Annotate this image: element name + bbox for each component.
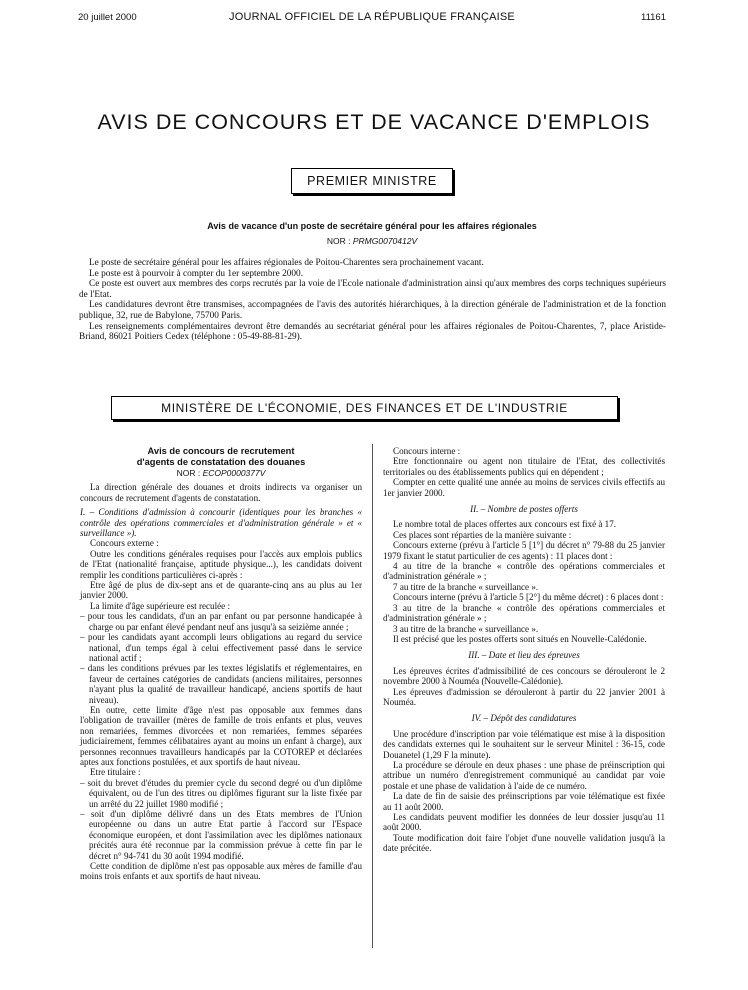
list-item: – soit du brevet d'études du premier cycle du second degré ou d'un diplôme équivalent, ou de l'un des titres ou diplômes figurant sur la liste fixée par un arrêté du 22 juillet 1980 modifié ; — [80, 777, 362, 809]
nor-code: ECOP0000377V — [202, 468, 266, 478]
paragraph: Compter en cette qualité une année au moins de services civils effectifs au 1er janvier 2000. — [383, 477, 665, 498]
paragraph: Ces places sont réparties de la manière suivante : — [393, 529, 572, 540]
paragraph: Le nombre total de places offertes aux concours est fixé à 17. — [393, 519, 617, 530]
paragraph: Les renseignements complémentaires devront être demandés au secrétariat général pour les affaires régionales de Poitou-Charentes, 7, place Aristide-Briand, 86021 Poitiers Cedex (téléphone : 05-49-88-81-29). — [79, 321, 666, 343]
paragraph: Toute modification doit faire l'objet d'une nouvelle validation jusqu'à la date précitée. — [383, 832, 665, 854]
nor-label: NOR : — [176, 468, 201, 478]
section-heading: III. – Date et lieu des épreuves — [468, 650, 580, 661]
paragraph: Etre fonctionnaire ou agent non titulaire de l'Etat, des collectivités territoriales ou des établissements publics qui en dépendent ; — [383, 456, 665, 477]
paragraph: Une procédure d'inscription par voie télématique est mise à la disposition des candidats externes qui le souhaitent sur le serveur Minitel : 36-15, code Douanetel (1,29 F la minute). — [383, 728, 665, 760]
paragraph: Les candidatures devront être transmises, accompagnées de l'avis des autorités hiérarchiques, à la direction générale de l'administration et de la fonction publique, 32, rue de Babylone, 75700 Paris. — [79, 300, 666, 321]
list-item: – soit d'un diplôme délivré dans un des Etats membres de l'Union européenne ou dans un autre Etat partie à l'accord sur l'Espace économique européen, et dont l'assimilation avec les diplômes nationaux précités aura été reconnue par la commission prévue à cette fin par le décret n° 94-741 du 30 août 1994 modifié. — [80, 809, 362, 861]
paragraph: Etre âgé de plus de dix-sept ans et de quarante-cinq ans au plus au 1er janvier 2000. — [80, 580, 362, 601]
concours-heading: Avis de concours de recrutement — [147, 446, 295, 456]
paragraph: La date de fin de saisie des préinscriptions par voie télématique est fixée au 11 août 2000. — [383, 791, 665, 812]
paragraph: Outre les conditions générales requises pour l'accès aux emplois publics de l'Etat (nationalité française, aptitude physique...), les candidats doivent remplir les conditions particulières ci-après : — [80, 548, 362, 580]
nor-label: NOR : — [326, 236, 351, 246]
nor-code: PRMG0070412V — [352, 236, 418, 246]
left-column — [80, 446, 362, 882]
paragraph: Ce poste est ouvert aux membres des corps recrutés par la voie de l'Ecole nationale d'administration ainsi qu'aux membres des corps techniques supérieurs de l'Etat. — [79, 279, 666, 300]
paragraph: La direction générale des douanes et droits indirects va organiser un concours de recrutement d'agents de constatation. — [80, 482, 362, 503]
section-heading: II. – Nombre de postes offerts — [470, 504, 578, 515]
paragraph: Le poste de secrétaire général pour les affaires régionales de Poitou-Charentes sera prochainement vacant. — [89, 258, 484, 268]
section-heading: I. – Conditions d'admission à concourir (identiques pour les branches « contrôle des opérations commerciales et d'administration générale » et « surveillance »). — [80, 507, 362, 539]
vacance-nor — [78, 236, 666, 246]
list-item: – pour tous les candidats, d'un an par enfant ou par personne handicapée à charge ou par enfant élevé pendant neuf ans jusqu'à sa seizième année ; — [80, 611, 362, 632]
paragraph: 3 au titre de la branche « contrôle des opérations commerciales et d'administration générale » ; — [383, 602, 665, 624]
premier-ministre-box: PREMIER MINISTRE — [291, 168, 453, 194]
ministere-box: MINISTÈRE DE L'ÉCONOMIE, DES FINANCES ET DE L'INDUSTRIE — [111, 396, 618, 420]
section-heading: IV. – Dépôt des candidatures — [471, 713, 577, 724]
vacance-body — [79, 258, 666, 343]
paragraph: Le poste est à pourvoir à compter du 1er septembre 2000. — [89, 268, 304, 279]
paragraph: 3 au titre de la branche « surveillance ». — [393, 623, 539, 634]
page-header — [78, 10, 666, 26]
paragraph: Concours interne : — [393, 446, 461, 456]
column-divider — [372, 444, 373, 948]
vacance-heading: Avis de vacance d'un poste de secrétaire général pour les affaires régionales — [207, 221, 537, 231]
paragraph: Concours externe (prévu à l'article 5 [1°] du décret n° 79-88 du 25 janvier 1979 fixant le statut particulier de ces agents) : 11 places dont : — [383, 540, 665, 561]
main-title: AVIS DE CONCOURS ET DE VACANCE D'EMPLOIS — [97, 110, 651, 134]
paragraph: En outre, cette limite d'âge n'est pas opposable aux femmes dans l'obligation de travailler (mères de famille de trois enfants et plus, veuves non remariées, femmes divorcées et non remariées, femmes séparées judiciairement, femmes célibataires ayant au moins un enfant à charge), aux personnes reconnues travailleurs handicapés par la COTOREP et déclarées aptes aux fonctions postulées, et aux sportifs de haut niveau. — [80, 704, 362, 767]
header-date: 20 juillet 2000 — [78, 12, 137, 23]
paragraph: La procédure se déroule en deux phases : une phase de préinscription qui attribue un numéro d'enregistrement communiqué au candidat par voie postale et une phase de validation à l'aide de ce numéro. — [383, 759, 665, 791]
paragraph: Etre titulaire : — [90, 767, 141, 778]
journal-title: JOURNAL OFFICIEL DE LA RÉPUBLIQUE FRANÇAISE — [229, 11, 515, 23]
list-item: – dans les conditions prévues par les textes législatifs et réglementaires, en faveur de certaines catégories de candidats (anciens militaires, personnes n'ayant plus la qualité de travailleur handicapé, anciens sportifs de haut niveau). — [80, 663, 362, 705]
concours-nor — [80, 468, 362, 478]
concours-heading: d'agents de constatation des douanes — [136, 457, 306, 467]
list-item: – pour les candidats ayant accompli leurs obligations au regard du service national, d'un temps égal à celui effectivement passé dans le service national actif ; — [80, 632, 362, 663]
right-column — [383, 446, 665, 854]
paragraph: Il est précisé que les postes offerts sont situés en Nouvelle-Calédonie. — [393, 633, 647, 644]
paragraph: 4 au titre de la branche « contrôle des opérations commerciales et d'administration générale » ; — [383, 561, 665, 582]
paragraph: Cette condition de diplôme n'est pas opposable aux mères de famille d'au moins trois enfants et aux sportifs de haut niveau. — [80, 861, 362, 882]
page-number: 11161 — [640, 12, 666, 23]
paragraph: Les candidats peuvent modifier les données de leur dossier jusqu'au 11 août 2000. — [383, 812, 665, 833]
paragraph: Les épreuves écrites d'admissibilité de ces concours se dérouleront le 2 novembre 2000 à Nouméa (Nouvelle-Calédonie). — [383, 665, 665, 687]
paragraph: Concours externe : — [90, 538, 159, 549]
paragraph: Les épreuves d'admission se dérouleront à partir du 22 janvier 2001 à Nouméa. — [383, 686, 665, 707]
paragraph: La limite d'âge supérieure est reculée : — [90, 600, 230, 611]
paragraph: Concours interne (prévu à l'article 5 [2°] du même décret) : 6 places dont : — [393, 592, 664, 603]
paragraph: 7 au titre de la branche « surveillance ». — [393, 581, 539, 592]
